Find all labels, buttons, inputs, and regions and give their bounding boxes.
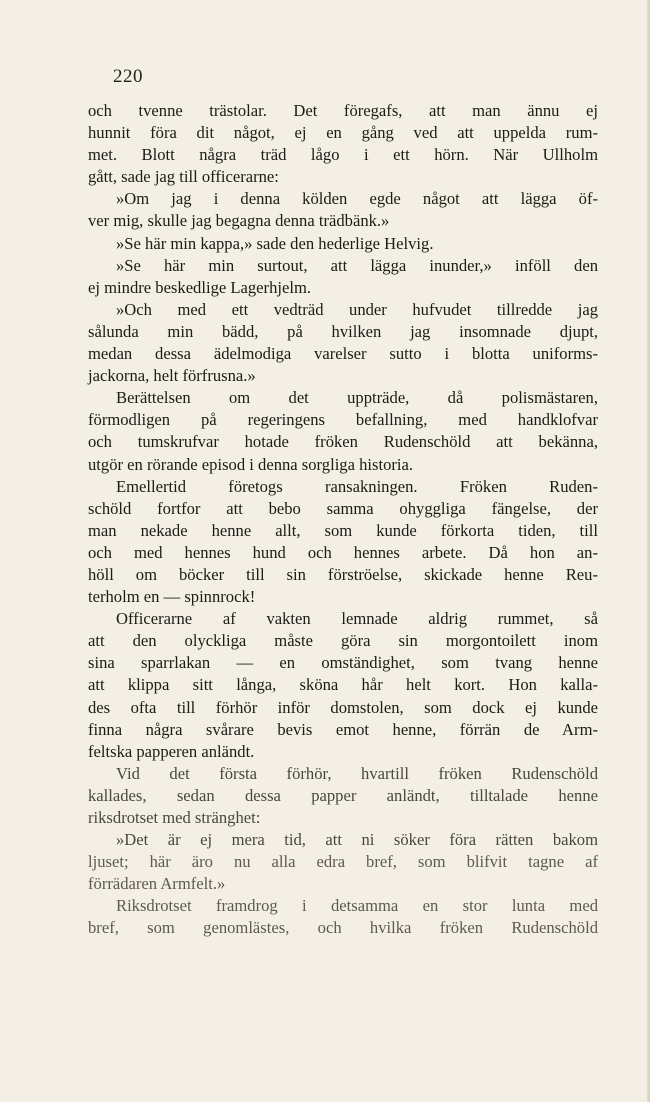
- text-line: sina sparrlakan — en omständighet, som tvang henne: [88, 653, 598, 673]
- text-line: finna några svårare bevis emot henne, förrän de Arm-: [88, 719, 598, 739]
- text-line: des ofta till förhör inför domstolen, som dock ej kunde: [88, 697, 598, 717]
- text-line: Officerarne af vakten lemnade aldrig rummet, så: [116, 609, 598, 629]
- text-line: ljuset; här äro nu alla edra bref, som blifvit tagne af: [88, 852, 598, 872]
- text-line: att klippa sitt långa, sköna hår helt kort. Hon kalla-: [88, 675, 598, 695]
- text-line: feltska papperen anländt.: [88, 741, 255, 761]
- text-line: hunnit föra dit något, ej en gång ved att uppelda rum-: [88, 123, 598, 143]
- text-line: »Se här min kappa,» sade den hederlige Helvig.: [116, 233, 434, 253]
- text-line: och tvenne trästolar. Det föregafs, att man ännu ej: [88, 101, 598, 120]
- text-line: Berättelsen om det uppträde, då polismästaren,: [116, 388, 598, 408]
- text-line: met. Blott några träd lågo i ett hörn. När Ullholm: [88, 145, 598, 165]
- text-line: sålunda min bädd, på hvilken jag insomnade djupt,: [88, 321, 598, 341]
- text-line: »Och med ett vedträd under hufvudet tillredde jag: [116, 299, 598, 319]
- text-line: kallades, sedan dessa papper anländt, tilltalade henne: [88, 785, 598, 805]
- body-text: [88, 100, 598, 940]
- text-line: Vid det första förhör, hvartill fröken Rudenschöld: [116, 763, 598, 783]
- text-line: och med hennes hund och hennes arbete. Då hon an-: [88, 542, 598, 562]
- text-line: utgör en rörande episod i denna sorgliga historia.: [88, 454, 414, 474]
- text-line: schöld fortfor att bebo samma ohyggliga fängelse, der: [88, 498, 598, 518]
- text-line: ver mig, skulle jag begagna denna trädbänk.»: [88, 211, 390, 231]
- text-line: att den olyckliga måste göra sin morgontoilett inom: [88, 631, 598, 651]
- text-line: bref, som genomlästes, och hvilka fröken Rudenschöld: [88, 918, 598, 938]
- text-line: jackorna, helt förfrusna.»: [88, 366, 256, 386]
- text-line: medan dessa ädelmodiga varelser sutto i blotta uniforms-: [88, 344, 598, 364]
- text-line: ej mindre beskedlige Lagerhjelm.: [88, 277, 312, 297]
- text-line: man nekade henne allt, som kunde förkorta tiden, till: [88, 520, 598, 540]
- text-line: höll om böcker till sin förströelse, skickade henne Reu-: [88, 564, 598, 584]
- text-line: gått, sade jag till officerarne:: [88, 167, 279, 187]
- text-line: riksdrotset med stränghet:: [88, 808, 261, 827]
- text-line: »Om jag i denna kölden egde något att lägga öf-: [116, 189, 598, 209]
- text-line: terholm en — spinnrock!: [88, 587, 256, 607]
- text-line: Riksdrotset framdrog i detsamma en stor lunta med: [116, 896, 598, 916]
- text-line: Emellertid företogs ransakningen. Fröken Ruden-: [116, 476, 598, 496]
- text-line: förmodligen på regeringens befallning, med handklofvar: [88, 410, 598, 430]
- text-line: och tumskrufvar hotade fröken Rudenschöld att bekänna,: [88, 432, 598, 452]
- text-line: »Det är ej mera tid, att ni söker föra rätten bakom: [116, 830, 598, 850]
- text-line: »Se här min surtout, att lägga inunder,» inföll den: [116, 255, 598, 275]
- page-number: 220: [113, 66, 143, 87]
- text-line: förrädaren Armfelt.»: [88, 874, 226, 894]
